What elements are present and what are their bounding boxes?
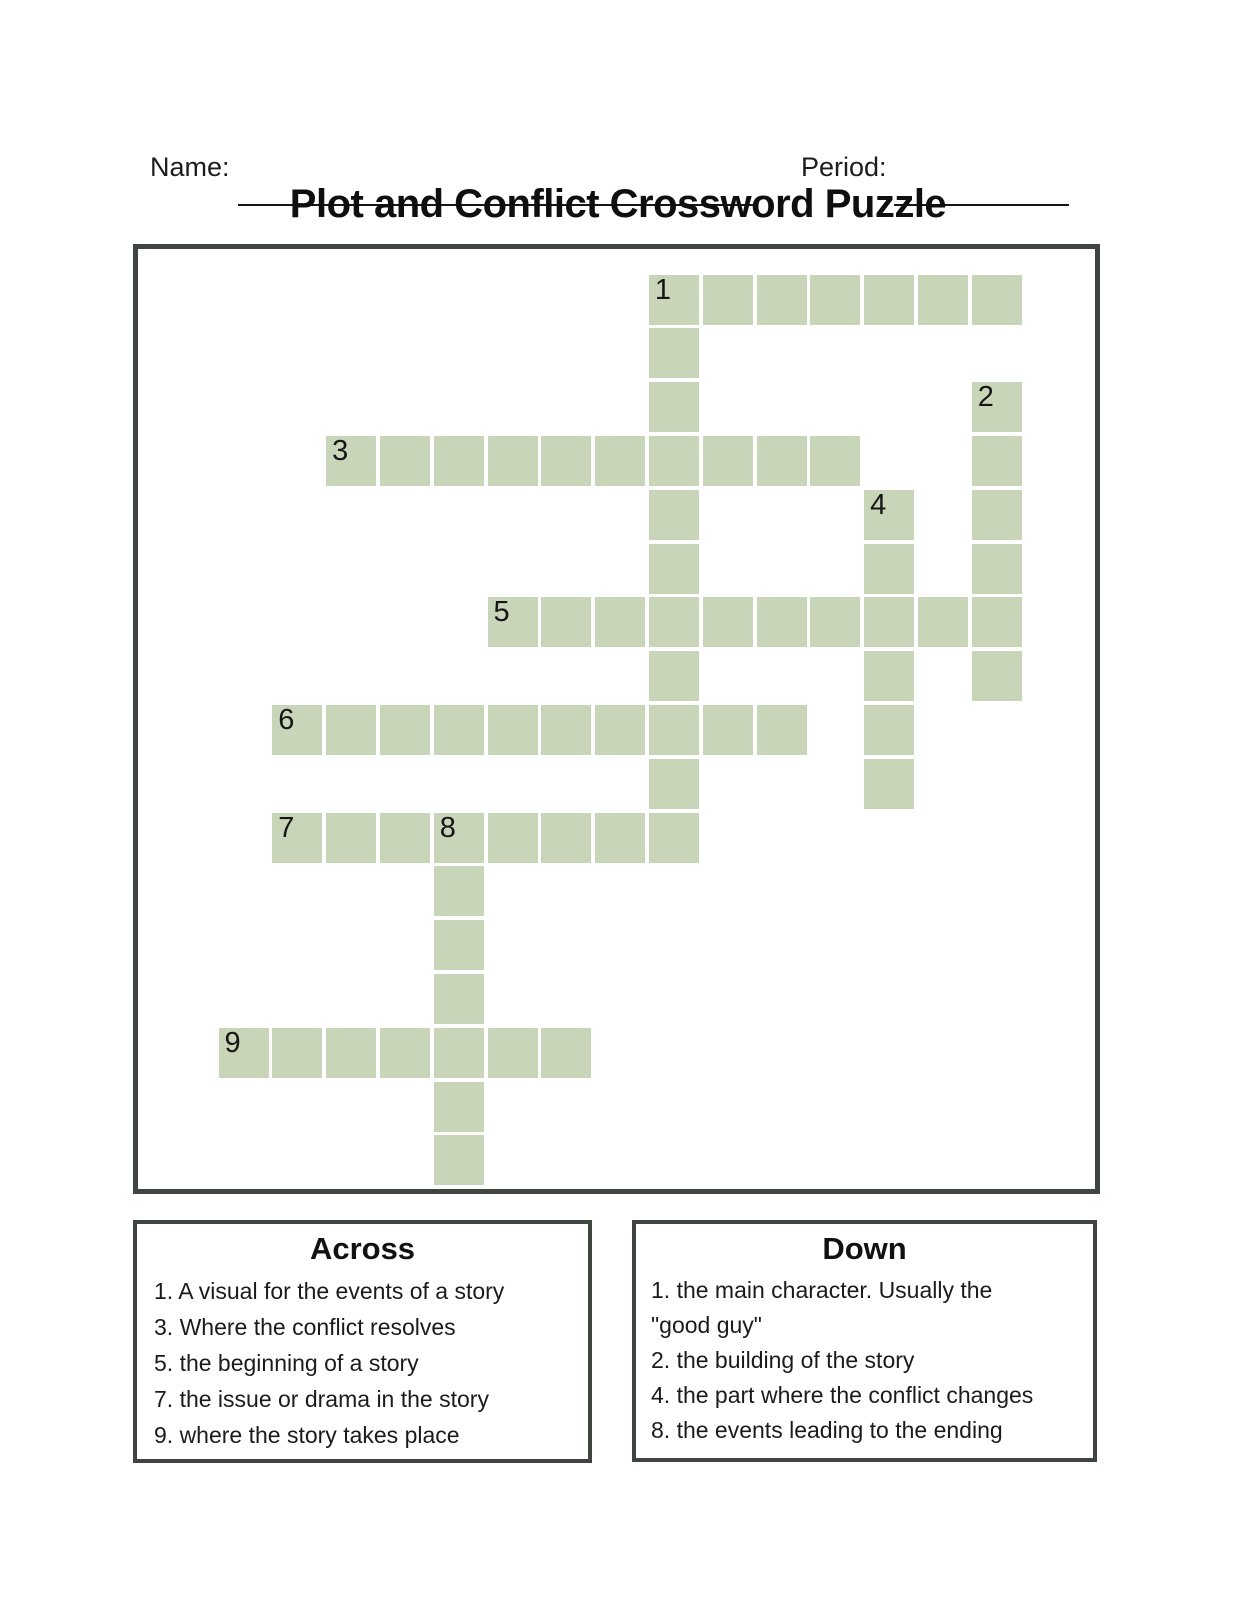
grid-cell-r4-c12[interactable]: [864, 490, 914, 540]
period-label: Period:: [801, 152, 887, 182]
grid-cell-r8-c12[interactable]: [864, 705, 914, 755]
cell-number-9: 9: [224, 1026, 241, 1059]
grid-cell-r7-c12[interactable]: [864, 651, 914, 701]
grid-cell-r8-c6[interactable]: [541, 705, 591, 755]
grid-cell-r14-c3[interactable]: [380, 1028, 430, 1078]
grid-cell-r3-c6[interactable]: [541, 436, 591, 486]
grid-cell-r0-c10[interactable]: [757, 275, 807, 325]
down-clue-line-4: 4. the part where the conflict changes: [651, 1382, 1034, 1408]
cell-number-4: 4: [870, 488, 887, 521]
grid-cell-r6-c8[interactable]: [649, 597, 699, 647]
grid-cell-r10-c4[interactable]: [434, 813, 484, 863]
grid-cell-r6-c14[interactable]: [972, 597, 1022, 647]
crossword-grid: [133, 244, 1100, 1194]
grid-cell-r3-c14[interactable]: [972, 436, 1022, 486]
grid-cell-r3-c2[interactable]: [326, 436, 376, 486]
grid-cell-r2-c14[interactable]: [972, 382, 1022, 432]
grid-cell-r6-c5[interactable]: [488, 597, 538, 647]
grid-cell-r6-c9[interactable]: [703, 597, 753, 647]
grid-cell-r13-c4[interactable]: [434, 974, 484, 1024]
grid-cell-r5-c8[interactable]: [649, 544, 699, 594]
grid-cell-r3-c7[interactable]: [595, 436, 645, 486]
grid-cell-r10-c6[interactable]: [541, 813, 591, 863]
cell-number-7: 7: [278, 811, 295, 844]
grid-cell-r6-c10[interactable]: [757, 597, 807, 647]
grid-cell-r8-c9[interactable]: [703, 705, 753, 755]
grid-cell-r6-c13[interactable]: [918, 597, 968, 647]
cell-number-3: 3: [332, 434, 349, 467]
grid-cell-r6-c7[interactable]: [595, 597, 645, 647]
grid-cell-r0-c11[interactable]: [810, 275, 860, 325]
grid-cell-r7-c14[interactable]: [972, 651, 1022, 701]
grid-cell-r0-c14[interactable]: [972, 275, 1022, 325]
grid-cell-r10-c8[interactable]: [649, 813, 699, 863]
grid-cell-r4-c8[interactable]: [649, 490, 699, 540]
grid-cell-r0-c13[interactable]: [918, 275, 968, 325]
grid-cell-r8-c5[interactable]: [488, 705, 538, 755]
down-clue-line-1: 1. the main character. Usually the: [651, 1277, 993, 1303]
across-clue-list: [137, 1273, 588, 1453]
across-clue-line-3: 5. the beginning of a story: [154, 1350, 419, 1376]
grid-cell-r14-c1[interactable]: [272, 1028, 322, 1078]
across-clue-line-1: 1. A visual for the events of a story: [154, 1278, 505, 1304]
page-title: Plot and Conflict Crossword Puzzle: [289, 182, 947, 226]
grid-cell-r6-c11[interactable]: [810, 597, 860, 647]
grid-cell-r8-c1[interactable]: [272, 705, 322, 755]
grid-cell-r6-c6[interactable]: [541, 597, 591, 647]
grid-cell-r15-c4[interactable]: [434, 1082, 484, 1132]
down-clue-line-3: 2. the building of the story: [651, 1347, 915, 1373]
grid-cell-r6-c12[interactable]: [864, 597, 914, 647]
grid-cell-r3-c8[interactable]: [649, 436, 699, 486]
grid-cell-r9-c12[interactable]: [864, 759, 914, 809]
grid-cell-r10-c3[interactable]: [380, 813, 430, 863]
grid-cell-r7-c8[interactable]: [649, 651, 699, 701]
grid-cell-r14-c2[interactable]: [326, 1028, 376, 1078]
cell-number-8: 8: [439, 811, 456, 844]
grid-cell-r8-c2[interactable]: [326, 705, 376, 755]
cell-number-2: 2: [977, 381, 994, 414]
down-clue-line-2: "good guy": [651, 1312, 762, 1338]
grid-cell-r3-c3[interactable]: [380, 436, 430, 486]
grid-cell-r8-c7[interactable]: [595, 705, 645, 755]
grid-cell-r14-c5[interactable]: [488, 1028, 538, 1078]
across-clue-line-4: 7. the issue or drama in the story: [154, 1386, 489, 1412]
grid-cell-r8-c8[interactable]: [649, 705, 699, 755]
grid-cell-r3-c11[interactable]: [810, 436, 860, 486]
down-clue-line-5: 8. the events leading to the ending: [651, 1417, 1003, 1443]
grid-cell-r2-c8[interactable]: [649, 382, 699, 432]
grid-cell-r8-c4[interactable]: [434, 705, 484, 755]
grid-cell-r10-c1[interactable]: [272, 813, 322, 863]
name-label: Name:: [150, 152, 230, 182]
grid-cell-r0-c12[interactable]: [864, 275, 914, 325]
grid-cell-r8-c3[interactable]: [380, 705, 430, 755]
across-clue-line-2: 3. Where the conflict resolves: [154, 1314, 456, 1340]
grid-cell-r16-c4[interactable]: [434, 1135, 484, 1185]
across-title: Across: [309, 1231, 416, 1266]
across-clue-line-5: 9. where the story takes place: [154, 1422, 460, 1448]
grid-cell-r1-c8[interactable]: [649, 328, 699, 378]
grid-cell-r11-c4[interactable]: [434, 866, 484, 916]
grid-cell-r14-c6[interactable]: [541, 1028, 591, 1078]
grid-cell-r14-c4[interactable]: [434, 1028, 484, 1078]
grid-cell-r3-c5[interactable]: [488, 436, 538, 486]
down-title: Down: [822, 1231, 907, 1266]
grid-cell-r4-c14[interactable]: [972, 490, 1022, 540]
grid-cell-r3-c9[interactable]: [703, 436, 753, 486]
grid-cell-r0-c9[interactable]: [703, 275, 753, 325]
grid-cell-r10-c7[interactable]: [595, 813, 645, 863]
grid-cell-r10-c2[interactable]: [326, 813, 376, 863]
cell-number-5: 5: [493, 596, 510, 629]
grid-cell-r3-c10[interactable]: [757, 436, 807, 486]
grid-cell-r0-c8[interactable]: [649, 275, 699, 325]
cell-number-1: 1: [654, 273, 672, 306]
grid-cell-r12-c4[interactable]: [434, 920, 484, 970]
grid-cell-r5-c14[interactable]: [972, 544, 1022, 594]
down-clues-box: [632, 1220, 1097, 1462]
across-clues-box: [133, 1220, 592, 1463]
grid-cell-r14-c0[interactable]: [219, 1028, 269, 1078]
grid-cell-r8-c10[interactable]: [757, 705, 807, 755]
cell-number-6: 6: [278, 703, 295, 736]
down-clue-list: [636, 1273, 1093, 1448]
grid-cell-r5-c12[interactable]: [864, 544, 914, 594]
grid-cell-r10-c5[interactable]: [488, 813, 538, 863]
grid-cell-r9-c8[interactable]: [649, 759, 699, 809]
grid-cell-r3-c4[interactable]: [434, 436, 484, 486]
